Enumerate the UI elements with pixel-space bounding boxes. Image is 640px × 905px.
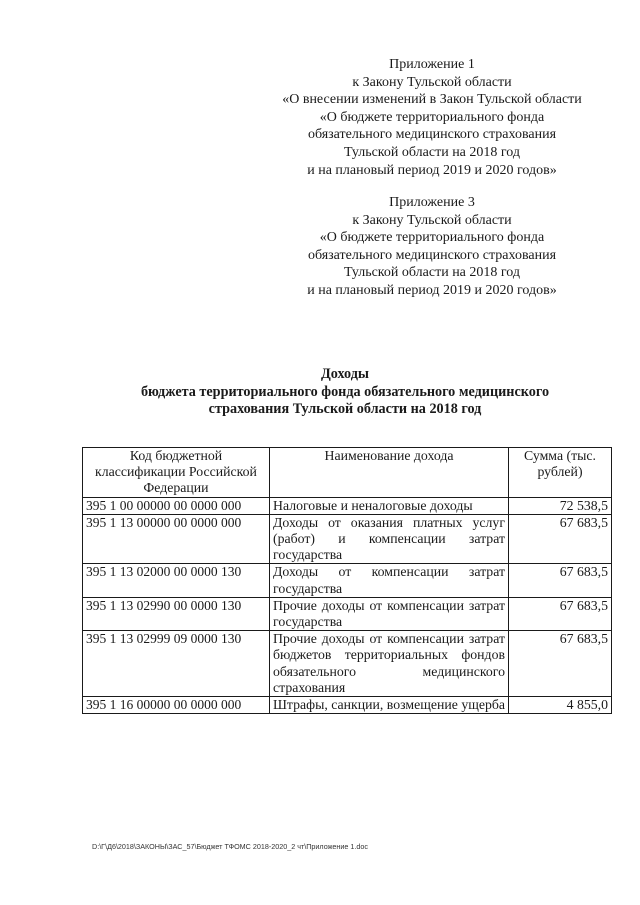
table-row bbox=[83, 497, 612, 514]
row-name: Доходы от оказания платных услуг (работ) и компенсации затрат государства bbox=[270, 514, 509, 564]
appendix-line: Приложение 1 bbox=[389, 57, 475, 72]
appendix-line: к Закону Тульской области bbox=[352, 212, 512, 228]
document-title bbox=[100, 366, 590, 419]
appendix-line: Тульской области на 2018 год bbox=[343, 144, 521, 160]
row-code: 395 1 13 02000 00 0000 130 bbox=[83, 564, 270, 597]
title-line: бюджета территориального фонда обязательного медицинского bbox=[140, 383, 550, 400]
appendix-line: обязательного медицинского страхования bbox=[307, 127, 557, 143]
appendix-line: «О бюджете территориального фонда bbox=[319, 230, 545, 246]
table-row bbox=[83, 514, 612, 564]
row-code: 395 1 13 00000 00 0000 000 bbox=[83, 514, 270, 564]
row-code: 395 1 16 00000 00 0000 000 bbox=[83, 697, 270, 714]
appendix-line: обязательного медицинского страхования bbox=[307, 247, 557, 263]
file-path-footer: D:\Г\Д6\2018\ЗАКОНЫ\ЗАС_57\Бюджет ТФОМС 2018-2020_2 чт\Приложение 1.doc bbox=[92, 842, 368, 851]
appendix-line: «О внесении изменений в Закон Тульской области bbox=[282, 92, 582, 108]
appendix-line: к Закону Тульской области bbox=[352, 74, 512, 90]
table-row bbox=[83, 697, 612, 714]
appendix-line: Приложение 3 bbox=[389, 195, 475, 210]
title-line: страхования Тульской области на 2018 год bbox=[208, 401, 482, 417]
row-name: Налоговые и неналоговые доходы bbox=[270, 497, 509, 514]
appendix-line: Тульской области на 2018 год bbox=[343, 265, 521, 281]
header-name: Наименование дохода bbox=[270, 448, 509, 498]
appendix-line: и на плановый период 2019 и 2020 годов» bbox=[307, 162, 557, 178]
row-code: 395 1 13 02990 00 0000 130 bbox=[83, 597, 270, 630]
table-row bbox=[83, 597, 612, 630]
row-sum: 67 683,5 bbox=[509, 597, 612, 630]
row-sum: 72 538,5 bbox=[509, 497, 612, 514]
row-code: 395 1 00 00000 00 0000 000 bbox=[83, 497, 270, 514]
table-row bbox=[83, 631, 612, 697]
header-code: Код бюджетной классификации Российской Федерации bbox=[83, 448, 270, 498]
appendix-3-heading bbox=[262, 194, 602, 300]
row-sum: 67 683,5 bbox=[509, 631, 612, 697]
header-sum: Сумма (тыс. рублей) bbox=[509, 448, 612, 498]
appendix-line: и на плановый период 2019 и 2020 годов» bbox=[307, 282, 557, 298]
appendix-line: «О бюджете территориального фонда bbox=[319, 109, 545, 125]
title-line: Доходы bbox=[321, 366, 369, 382]
row-name: Штрафы, санкции, возмещение ущерба bbox=[270, 697, 509, 714]
row-name: Прочие доходы от компенсации затрат бюджетов территориальных фондов обязательного медицинского страхования bbox=[270, 631, 509, 697]
row-sum: 67 683,5 bbox=[509, 514, 612, 564]
row-name: Прочие доходы от компенсации затрат государства bbox=[270, 597, 509, 630]
income-table bbox=[82, 447, 612, 714]
row-sum: 4 855,0 bbox=[509, 697, 612, 714]
row-code: 395 1 13 02999 09 0000 130 bbox=[83, 631, 270, 697]
row-name: Доходы от компенсации затрат государства bbox=[270, 564, 509, 597]
table-header-row bbox=[83, 448, 612, 498]
row-sum: 67 683,5 bbox=[509, 564, 612, 597]
table-row bbox=[83, 564, 612, 597]
appendix-1-heading bbox=[262, 56, 602, 179]
